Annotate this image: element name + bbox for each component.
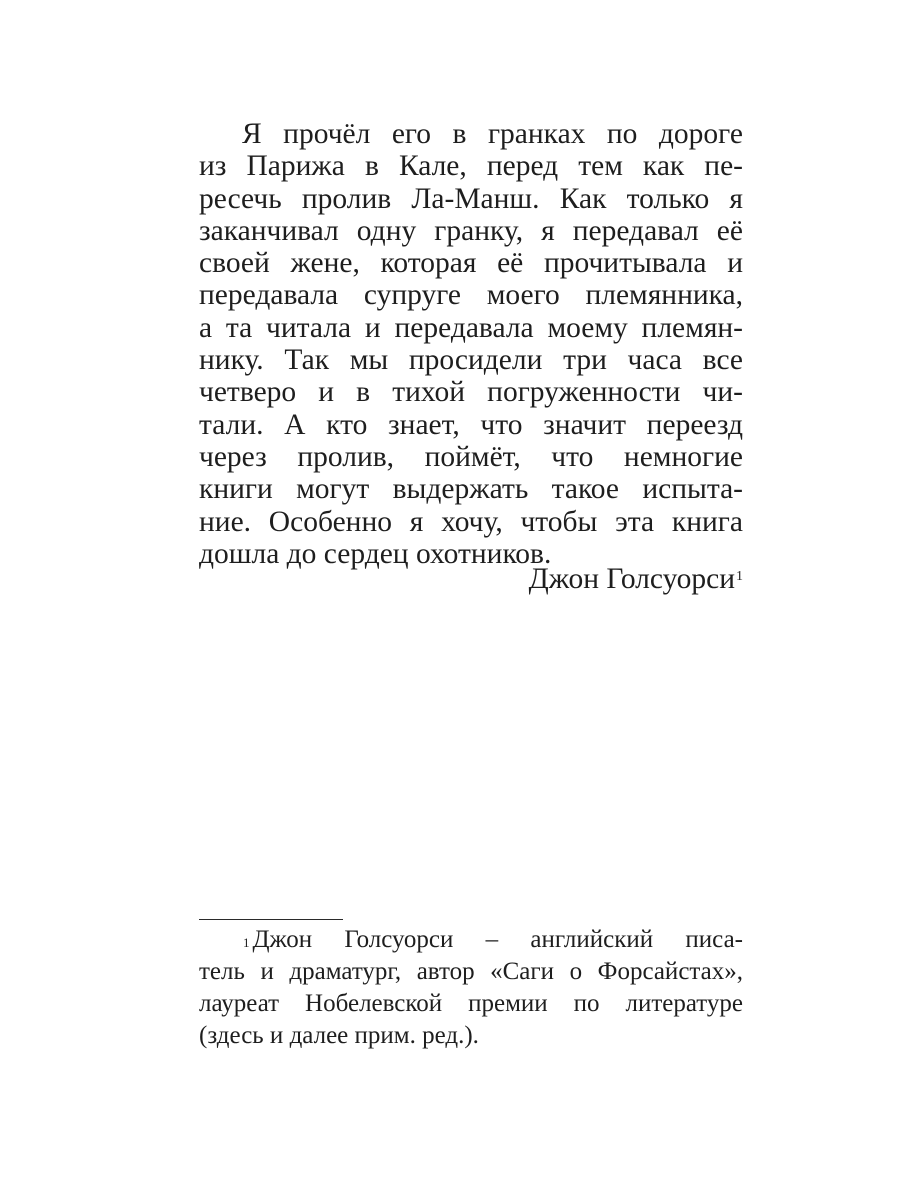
paragraph-line: через пролив, поймёт, что немногие: [199, 440, 743, 473]
author-signature: [529, 563, 743, 595]
footnote-line: (здесь и далее прим. ред.).: [199, 1022, 479, 1049]
paragraph-line: ресечь пролив Ла-Манш. Как только я: [199, 182, 743, 215]
footnote-marker: 1: [243, 935, 250, 950]
paragraph-line: тали. А кто знает, что значит переезд: [199, 408, 743, 441]
paragraph-line: ние. Особенно я хочу, чтобы эта книга: [199, 505, 743, 538]
footnote-line: [199, 924, 743, 956]
footnote-divider: [199, 919, 343, 920]
paragraph-line: книги могут выдержать такое испыта-: [199, 473, 743, 506]
paragraph-line: Я прочёл его в гранках по дороге: [242, 118, 743, 150]
paragraph-line: нику. Так мы просидели три часа все: [199, 344, 743, 377]
footnote-line: лауреат Нобелевской премии по литературе: [199, 990, 743, 1017]
footnote: [199, 924, 743, 1052]
main-paragraph: [199, 118, 743, 570]
paragraph-line: дошла до сердец охотников.: [199, 537, 552, 570]
paragraph-line: заканчивал одну гранку, я передавал её: [199, 214, 743, 247]
paragraph-line: четверо и в тихой погруженности чи-: [199, 376, 743, 409]
footnote-line: тель и драматург, автор «Саги о Форсайстах»,: [199, 958, 743, 985]
paragraph-line: передавала супруге моего племянника,: [199, 279, 743, 312]
paragraph-line: а та читала и передавала моему племян-: [199, 311, 743, 344]
footnote-line-text: Джон Голсуорси – английский писа-: [252, 926, 743, 953]
signature-name: Джон Голсуорси: [528, 563, 735, 595]
footnote-reference: 1: [736, 569, 743, 584]
paragraph-line: из Парижа в Кале, перед тем как пе-: [199, 150, 743, 183]
paragraph-line: своей жене, которая её прочитывала и: [199, 247, 743, 280]
